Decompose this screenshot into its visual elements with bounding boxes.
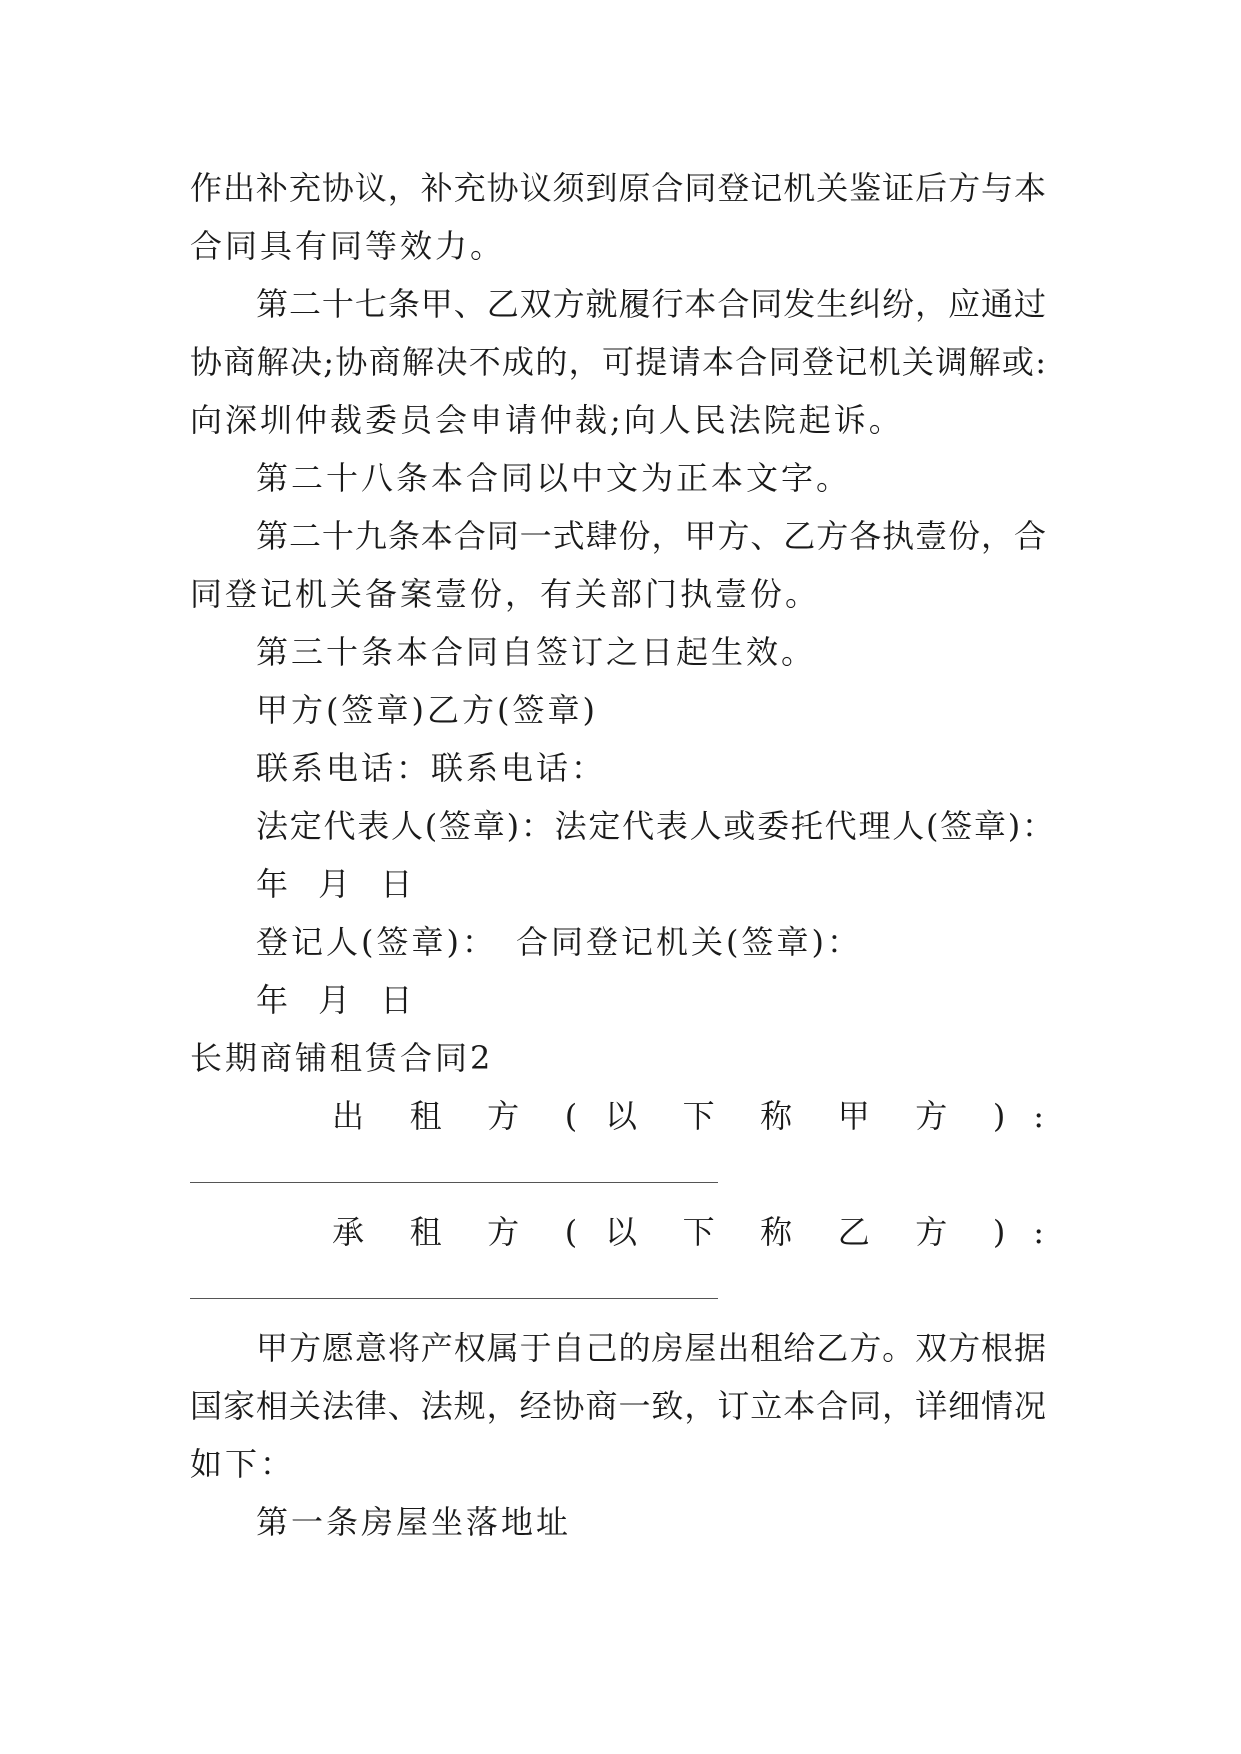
signature-party-line: 甲方(签章)乙方(签章): [256, 691, 598, 729]
date-line: 年 月 日: [256, 865, 416, 903]
paragraph-line: 同登记机关备案壹份，有关部门执壹份。: [190, 575, 821, 613]
legal-representative-line: 法定代表人(签章)：法定代表人或委托代理人(签章)：: [256, 807, 1054, 845]
lessor-line: 出 租 方 ( 以 下 称 甲 方 ) :: [332, 1097, 1044, 1135]
clause-30-line: 第三十条本合同自签订之日起生效。: [256, 633, 817, 671]
clause-28-line: 第二十八条本合同以中文为正本文字。: [256, 459, 852, 497]
paragraph-line: 合同具有同等效力。: [190, 227, 506, 265]
contract-title: 长期商铺租赁合同2: [190, 1039, 494, 1077]
paragraph-line: 协商解决;协商解决不成的，可提请本合同登记机关调解或:: [190, 343, 1046, 381]
lessee-line: 承 租 方 ( 以 下 称 乙 方 ) :: [332, 1213, 1044, 1251]
lessor-blank-rule: [190, 1182, 718, 1183]
clause-27-line: 第二十七条甲、乙双方就履行本合同发生纠纷，应通过: [256, 285, 1046, 323]
registrar-line: 登记人(签章)： 合同登记机关(签章)：: [256, 923, 862, 961]
lessee-blank-rule: [190, 1298, 718, 1299]
paragraph-line: 作出补充协议，补充协议须到原合同登记机关鉴证后方与本: [190, 169, 1046, 207]
paragraph-line: 向深圳仲裁委员会申请仲裁;向人民法院起诉。: [190, 401, 904, 439]
paragraph-line: 如下：: [190, 1445, 296, 1483]
clause-29-line: 第二十九条本合同一式肆份，甲方、乙方各执壹份，合: [256, 517, 1046, 555]
paragraph-line: 甲方愿意将产权属于自己的房屋出租给乙方。双方根据: [256, 1329, 1046, 1367]
date-line: 年 月 日: [256, 981, 416, 1019]
contact-phone-line: 联系电话：联系电话：: [256, 749, 607, 787]
clause-1-heading: 第一条房屋坐落地址: [256, 1503, 572, 1541]
paragraph-line: 国家相关法律、法规，经协商一致，订立本合同，详细情况: [190, 1387, 1046, 1425]
